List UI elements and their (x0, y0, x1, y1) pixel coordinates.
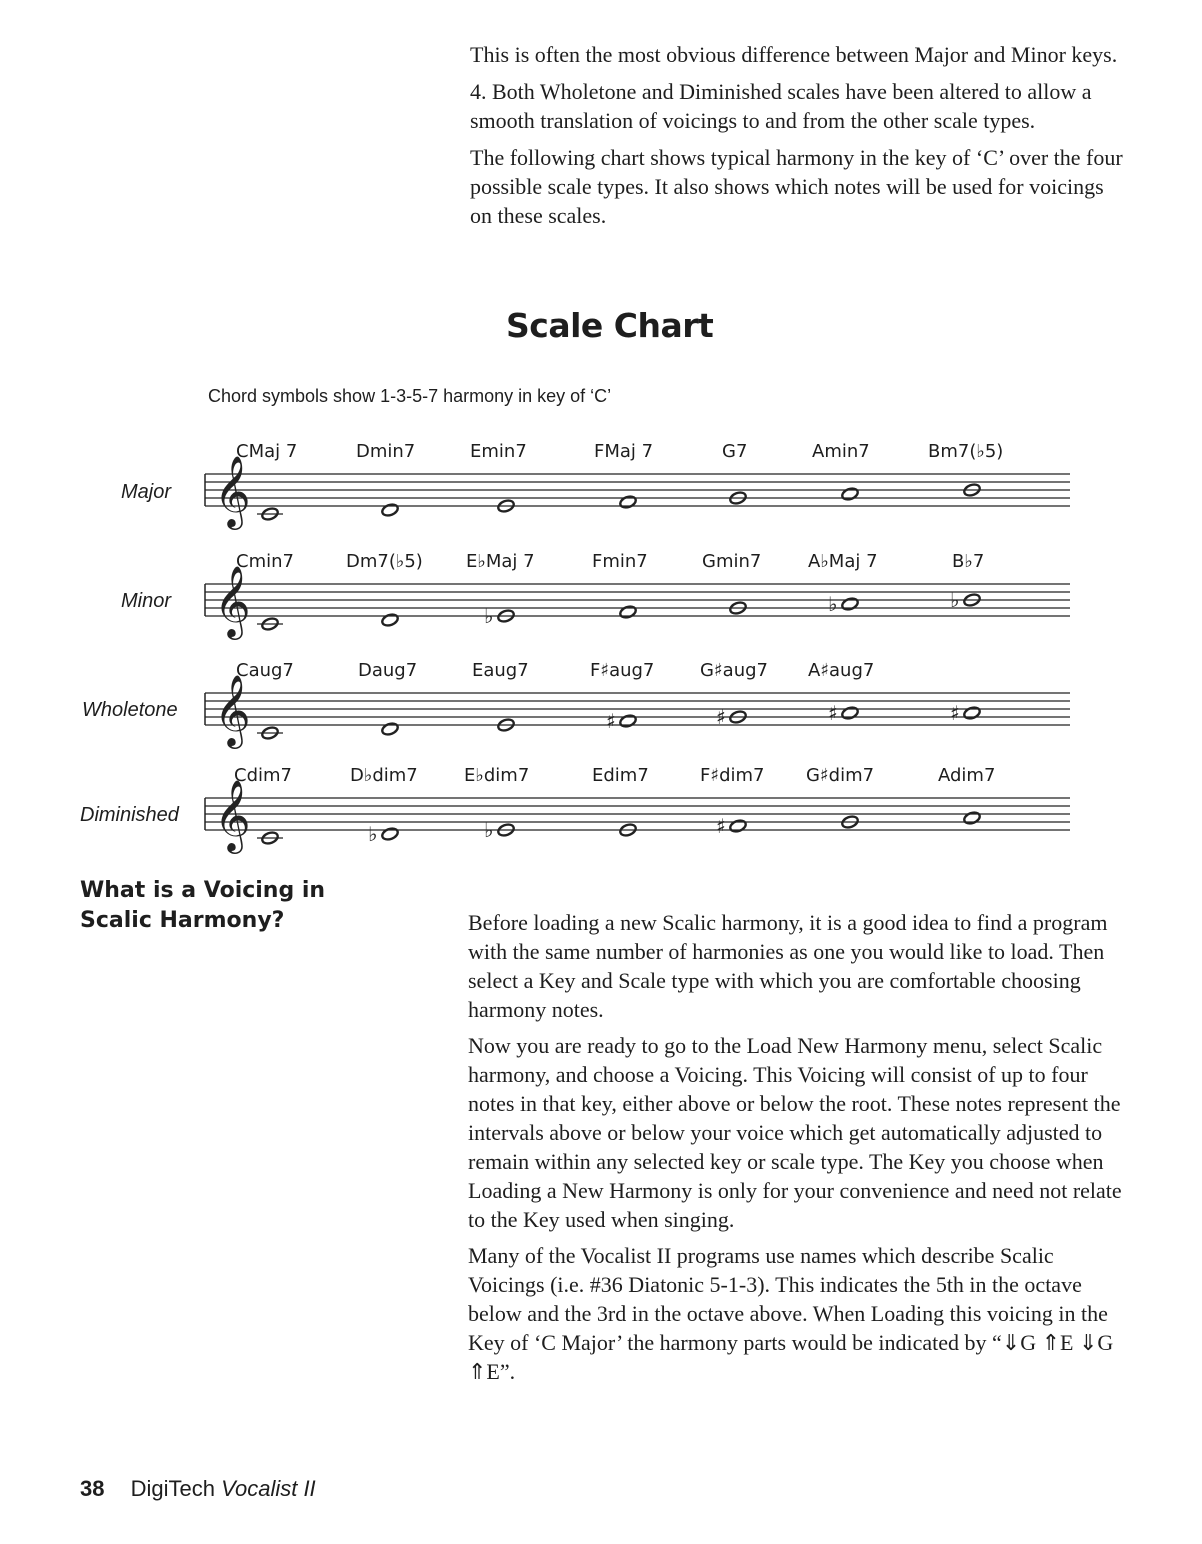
body-paragraph-2: Now you are ready to go to the Load New Harmony menu, select Scalic harmony, and choose a Voicing. This Voicing will consist of up to four notes in that key, either above or below the root. These notes represent the intervals above or below your voice which get automatically adjusted to remain within any selected key or scale type. The Key you choose when Loading a New Harmony is only for your convenience and need not relate to the Key used when singing. (468, 1033, 1122, 1232)
treble-clef-icon: 𝄞 (214, 673, 251, 746)
chord-symbol: A♯aug7 (808, 660, 875, 681)
treble-clef-icon: 𝄞 (214, 454, 251, 527)
chord-symbol: Edim7 (592, 765, 649, 786)
intro-paragraph-2: 4. Both Wholetone and Diminished scales have been altered to allow a smooth translation of voicings to and from the other scale types. (470, 79, 1092, 133)
treble-clef-icon: 𝄞 (214, 778, 251, 851)
footer-product: Vocalist II (221, 1476, 316, 1501)
whole-note (619, 495, 637, 510)
scale-label-major: Major (121, 481, 172, 503)
section-heading-line-2: Scalic Harmony? (80, 908, 285, 933)
body-paragraph-3: Many of the Vocalist II programs use names which describe Scalic Voicings (i.e. #36 Diatonic 5-1-3). This indicates the 5th in the octave below and the 3rd in the octave above. When Loading this voicing in the Key of ‘C Major’ the harmony parts would be indicated by “⇓G ⇑E ⇓G ⇑E”. (468, 1243, 1114, 1384)
flat-icon: ♭ (484, 818, 494, 842)
chord-symbol: Adim7 (938, 765, 996, 786)
sharp-icon: ♯ (716, 705, 726, 729)
whole-note (963, 706, 981, 721)
chart-caption: Chord symbols show 1-3-5-7 harmony in key of ‘C’ (208, 386, 612, 406)
flat-icon: ♭ (484, 604, 494, 628)
chord-symbol: B♭7 (952, 551, 985, 572)
chord-symbol: Fmin7 (592, 551, 648, 572)
body-text (468, 908, 1128, 1393)
sharp-icon: ♯ (950, 701, 960, 725)
scale-label-minor: Minor (121, 590, 172, 612)
page-footer (80, 1476, 316, 1502)
chord-symbol: FMaj 7 (594, 441, 654, 462)
chord-symbol: G7 (722, 441, 748, 462)
scale-label-wholetone: Wholetone (82, 699, 178, 721)
chord-symbol: A♭Maj 7 (808, 551, 878, 572)
section-heading (80, 876, 325, 936)
chord-symbol: Gmin7 (702, 551, 762, 572)
chord-symbol: Emin7 (470, 441, 527, 462)
whole-note (619, 605, 637, 620)
chord-symbol: Bm7(♭5) (928, 441, 1004, 462)
chord-symbol: G♯aug7 (700, 660, 768, 681)
chord-symbol: CMaj 7 (236, 441, 298, 462)
whole-note (381, 827, 399, 842)
whole-note (841, 597, 859, 612)
chord-symbol: Cdim7 (234, 765, 292, 786)
scale-label-diminished: Diminished (80, 804, 179, 826)
whole-note (963, 811, 981, 826)
whole-note (841, 706, 859, 721)
whole-note (729, 819, 747, 834)
flat-icon: ♭ (950, 588, 960, 612)
chord-symbol: Amin7 (812, 441, 870, 462)
chord-symbol: D♭dim7 (350, 765, 418, 786)
intro-paragraph-3: The following chart shows typical harmony in the key of ‘C’ over the four possible scale types. It also shows which notes will be used for voicings on these scales. (470, 145, 1123, 228)
footer-brand: DigiTech (130, 1476, 215, 1501)
body-paragraph-1: Before loading a new Scalic harmony, it is a good idea to find a program with the same number of harmonies as one you would like to load. Then select a Key and Scale type with which you are comfortable choosing harmony notes. (468, 910, 1108, 1022)
chart-title: Scale Chart (506, 306, 714, 345)
treble-clef-icon: 𝄞 (214, 564, 251, 637)
sharp-icon: ♯ (828, 701, 838, 725)
whole-note (841, 487, 859, 502)
sharp-icon: ♯ (606, 709, 616, 733)
chord-symbol: Caug7 (236, 660, 294, 681)
whole-note (619, 714, 637, 729)
chord-symbol: E♭Maj 7 (466, 551, 535, 572)
whole-note (381, 503, 399, 518)
flat-icon: ♭ (368, 822, 378, 846)
section-heading-line-1: What is a Voicing in (80, 878, 326, 903)
chord-symbol: Dm7(♭5) (346, 551, 423, 572)
sharp-icon: ♯ (716, 814, 726, 838)
intro-paragraph-1: This is often the most obvious difference between Major and Minor keys. (470, 42, 1118, 67)
chord-symbol: F♯aug7 (590, 660, 655, 681)
flat-icon: ♭ (828, 592, 838, 616)
chord-symbol: Dmin7 (356, 441, 416, 462)
chord-symbol: Cmin7 (236, 551, 294, 572)
chord-symbol: Daug7 (358, 660, 418, 681)
whole-note (381, 722, 399, 737)
chord-symbol: E♭dim7 (464, 765, 530, 786)
page-number: 38 (80, 1476, 105, 1501)
chord-symbol: F♯dim7 (700, 765, 765, 786)
whole-note (381, 613, 399, 628)
chord-symbol: G♯dim7 (806, 765, 875, 786)
chord-symbol: Eaug7 (472, 660, 529, 681)
